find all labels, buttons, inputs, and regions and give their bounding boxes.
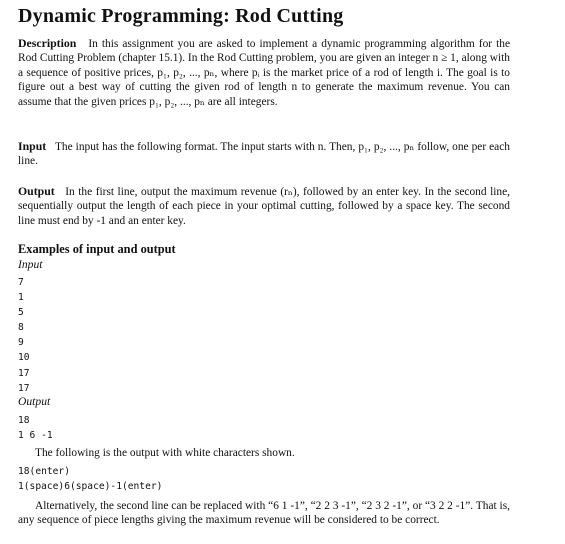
whitespace-example-line: 1(space)6(space)-1(enter) [18,481,163,492]
input-example-line: 10 [18,352,30,364]
whitespace-note: The following is the output with white characters shown. [35,447,295,459]
output-example-label: Output [18,395,51,408]
description-text: In this assignment you are asked to implement a dynamic programming algorithm for the Rod Cutting Problem (chapter 15.1). In the Rod Cutting problem, you are given an integer n ≥ 1, along with a sequence of positive prices, p₁, p₂, ..., pₙ, where pᵢ is the market price of a rod of length i. The goal is to figure out a best way of cutting the given rod of length n to generate the maximum revenue. You can assume that the given prices p₁, p₂, ..., pₙ are all integers. [18,38,510,108]
input-paragraph [18,139,510,169]
output-example-line: 18 [18,415,30,426]
input-example-label: Input [18,258,43,271]
input-text: The input has the following format. The input starts with n. Then, p₁, p₂, ..., pₙ follow, one per each line. [18,141,510,168]
description-heading: Description [18,36,77,50]
input-heading: Input [18,139,47,153]
input-example-line: 17 [18,367,30,379]
output-text: In the first line, output the maximum revenue (rₙ), followed by an enter key. In the second line, sequentially output the length of each piece in your optimal cutting, followed by a space key. The second line must end by -1 and an enter key. [18,186,511,227]
input-example-line: 9 [18,337,24,349]
output-paragraph [18,184,510,228]
input-example-line: 1 [18,292,24,304]
alternative-note: Alternatively, the second line can be replaced with “6 1 -1”, “2 2 3 -1”, “2 3 2 -1”, or “3 2 2 -1”. That is, any sequence of piece lengths giving the maximum revenue will be considered to be correct. [18,500,510,527]
input-example-line: 7 [18,277,24,288]
page-title: Dynamic Programming: Rod Cutting [18,5,344,27]
input-example-line: 8 [18,322,24,334]
description-paragraph [18,36,510,109]
input-example-line: 5 [18,307,24,319]
examples-heading: Examples of input and output [18,242,176,256]
output-heading: Output [18,184,55,198]
output-example-line: 1 6 -1 [18,430,53,441]
input-example-line: 17 [18,382,30,394]
input-example-list [18,275,30,396]
whitespace-example-line: 18(enter) [18,466,70,477]
